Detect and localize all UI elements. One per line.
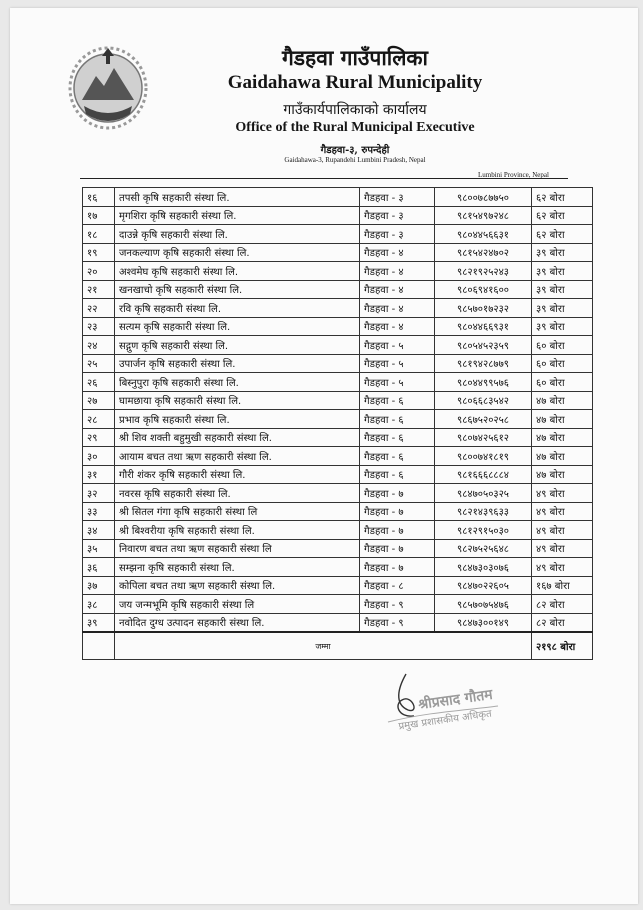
phone-cell: ९८४७०२२६०५ bbox=[435, 576, 532, 595]
ward-cell: गैडहवा - ३ bbox=[360, 206, 435, 225]
table-row bbox=[83, 299, 593, 318]
ward-cell: गैडहवा - ६ bbox=[360, 447, 435, 466]
table-row bbox=[83, 558, 593, 577]
name-cell: सत्यम कृषि सहकारी संस्था लि. bbox=[115, 317, 360, 336]
phone-cell: ९८०४४६६९३१ bbox=[435, 317, 532, 336]
table-row bbox=[83, 373, 593, 392]
name-cell: जनकल्याण कृषि सहकारी संस्था लि. bbox=[115, 243, 360, 262]
serial-cell: ३१ bbox=[83, 465, 115, 484]
name-cell: अश्वमेघ कृषि सहकारी संस्था लि. bbox=[115, 262, 360, 281]
header-divider bbox=[80, 178, 568, 179]
bags-cell: ४७ बोरा bbox=[532, 410, 593, 429]
phone-cell: ९८०४४५६६३१ bbox=[435, 225, 532, 244]
nepal-emblem-logo bbox=[64, 40, 152, 134]
bags-cell: ४७ बोरा bbox=[532, 428, 593, 447]
name-cell: नवोदित दुग्ध उत्पादन सहकारी संस्था लि. bbox=[115, 613, 360, 632]
bags-cell: ३९ बोरा bbox=[532, 262, 593, 281]
signatory-name: श्रीप्रसाद गौतम bbox=[417, 686, 494, 714]
province-label: Lumbini Province, Nepal bbox=[478, 171, 549, 179]
bags-cell: ४७ बोरा bbox=[532, 465, 593, 484]
bags-cell: ६० बोरा bbox=[532, 354, 593, 373]
ward-cell: गैडहवा - ८ bbox=[360, 576, 435, 595]
name-cell: सद्गुण कृषि सहकारी संस्था लि. bbox=[115, 336, 360, 355]
serial-cell: २२ bbox=[83, 299, 115, 318]
serial-cell: ३० bbox=[83, 447, 115, 466]
ward-cell: गैडहवा - ६ bbox=[360, 410, 435, 429]
name-cell: निवारण बचत तथा ऋण सहकारी संस्था लि bbox=[115, 539, 360, 558]
table-row bbox=[83, 595, 593, 614]
serial-cell: ३७ bbox=[83, 576, 115, 595]
serial-cell: १६ bbox=[83, 188, 115, 207]
phone-cell: ९८००७८७७५० bbox=[435, 188, 532, 207]
total-empty-cell bbox=[83, 632, 115, 660]
name-cell: श्री शिव शक्ती बहुमुखी सहकारी संस्था लि. bbox=[115, 428, 360, 447]
ward-cell: गैडहवा - ९ bbox=[360, 595, 435, 614]
ward-cell: गैडहवा - ७ bbox=[360, 539, 435, 558]
bags-cell: ३९ बोरा bbox=[532, 317, 593, 336]
name-cell: गौरी शंकर कृषि सहकारी संस्था लि. bbox=[115, 465, 360, 484]
bags-cell: ४९ बोरा bbox=[532, 539, 593, 558]
table-row bbox=[83, 280, 593, 299]
ward-cell: गैडहवा - ३ bbox=[360, 225, 435, 244]
phone-cell: ९८४७३०३०७६ bbox=[435, 558, 532, 577]
bags-cell: ८२ बोरा bbox=[532, 613, 593, 632]
ward-cell: गैडहवा - ७ bbox=[360, 558, 435, 577]
bags-cell: ६२ बोरा bbox=[532, 225, 593, 244]
serial-cell: २३ bbox=[83, 317, 115, 336]
table-row bbox=[83, 539, 593, 558]
serial-cell: ३५ bbox=[83, 539, 115, 558]
bags-cell: ४७ बोरा bbox=[532, 391, 593, 410]
phone-cell: ९८००७४१८१९ bbox=[435, 447, 532, 466]
phone-cell: ९८१९४२८७७९ bbox=[435, 354, 532, 373]
cooperative-table bbox=[82, 187, 593, 660]
bags-cell: ४७ बोरा bbox=[532, 447, 593, 466]
bags-cell: ६० बोरा bbox=[532, 336, 593, 355]
name-cell: कोपिला बचत तथा ऋण सहकारी संस्था लि. bbox=[115, 576, 360, 595]
office-name-nepali: गाउँकार्यपालिकाको कार्यालय bbox=[283, 102, 427, 118]
serial-cell: ३३ bbox=[83, 502, 115, 521]
name-cell: दाउन्ने कृषि सहकारी संस्था लि. bbox=[115, 225, 360, 244]
ward-cell: गैडहवा - ६ bbox=[360, 391, 435, 410]
phone-cell: ९८२१४३९६३३ bbox=[435, 502, 532, 521]
table-row bbox=[83, 613, 593, 632]
name-cell: खनखाचो कृषि सहकारी संस्था लि. bbox=[115, 280, 360, 299]
name-cell: सम्झना कृषि सहकारी संस्था लि. bbox=[115, 558, 360, 577]
table-row bbox=[83, 336, 593, 355]
table-row bbox=[83, 317, 593, 336]
ward-cell: गैडहवा - ७ bbox=[360, 521, 435, 540]
phone-cell: ९८०६९४१६०० bbox=[435, 280, 532, 299]
name-cell: घामछाया कृषि सहकारी संस्था लि. bbox=[115, 391, 360, 410]
table-row bbox=[83, 465, 593, 484]
serial-cell: ३८ bbox=[83, 595, 115, 614]
name-cell: आयाम बचत तथा ऋण सहकारी संस्था लि. bbox=[115, 447, 360, 466]
bags-cell: ४९ बोरा bbox=[532, 558, 593, 577]
ward-cell: गैडहवा - ५ bbox=[360, 373, 435, 392]
municipality-name-english: Gaidahawa Rural Municipality bbox=[227, 72, 483, 93]
table-row bbox=[83, 188, 593, 207]
name-cell: बिस्नुपुरा कृषि सहकारी संस्था लि. bbox=[115, 373, 360, 392]
name-cell: जय जन्मभूमि कृषि सहकारी संस्था लि bbox=[115, 595, 360, 614]
serial-cell: १७ bbox=[83, 206, 115, 225]
ward-cell: गैडहवा - ६ bbox=[360, 465, 435, 484]
table-row bbox=[83, 354, 593, 373]
bags-cell: ४९ बोरा bbox=[532, 502, 593, 521]
ward-cell: गैडहवा - ४ bbox=[360, 280, 435, 299]
name-cell: मृगशिरा कृषि सहकारी संस्था लि. bbox=[115, 206, 360, 225]
phone-cell: ९८२१९२५२४३ bbox=[435, 262, 532, 281]
serial-cell: २० bbox=[83, 262, 115, 281]
table-row bbox=[83, 521, 593, 540]
name-cell: प्रभाव कृषि सहकारी संस्था लि. bbox=[115, 410, 360, 429]
phone-cell: ९८०६६८३५४२ bbox=[435, 391, 532, 410]
name-cell: रवि कृषि सहकारी संस्था लि. bbox=[115, 299, 360, 318]
bags-cell: ३९ बोरा bbox=[532, 299, 593, 318]
phone-cell: ९८२७५२५६४८ bbox=[435, 539, 532, 558]
office-name-english: Office of the Rural Municipal Executive bbox=[235, 120, 475, 135]
name-cell: तपसी कृषि सहकारी संस्था लि. bbox=[115, 188, 360, 207]
serial-cell: ३४ bbox=[83, 521, 115, 540]
table-row bbox=[83, 243, 593, 262]
ward-cell: गैडहवा - ६ bbox=[360, 428, 435, 447]
name-cell: श्री बिश्वरीया कृषि सहकारी संस्था लि. bbox=[115, 521, 360, 540]
table-row bbox=[83, 428, 593, 447]
phone-cell: ९८६७५२०२५८ bbox=[435, 410, 532, 429]
table-row bbox=[83, 225, 593, 244]
total-label: जम्मा bbox=[115, 632, 532, 660]
address-nepali: गैडहवा-३, रुपन्देही bbox=[320, 145, 390, 156]
table-row bbox=[83, 502, 593, 521]
serial-cell: १९ bbox=[83, 243, 115, 262]
ward-cell: गैडहवा - ३ bbox=[360, 188, 435, 207]
table-row bbox=[83, 391, 593, 410]
phone-cell: ९८४७०५०३२५ bbox=[435, 484, 532, 503]
ward-cell: गैडहवा - ४ bbox=[360, 262, 435, 281]
ward-cell: गैडहवा - ४ bbox=[360, 317, 435, 336]
bags-cell: ६२ बोरा bbox=[532, 206, 593, 225]
bags-cell: ३९ बोरा bbox=[532, 280, 593, 299]
ward-cell: गैडहवा - ५ bbox=[360, 354, 435, 373]
table-row bbox=[83, 262, 593, 281]
table-row bbox=[83, 484, 593, 503]
serial-cell: २५ bbox=[83, 354, 115, 373]
serial-cell: २१ bbox=[83, 280, 115, 299]
address-english: Gaidahawa-3, Rupandehi Lumbini Pradesh, Nepal bbox=[284, 156, 426, 164]
phone-cell: ९८१२९१५०३० bbox=[435, 521, 532, 540]
bags-cell: ४९ बोरा bbox=[532, 484, 593, 503]
name-cell: उपार्जन कृषि सहकारी संस्था लि. bbox=[115, 354, 360, 373]
serial-cell: ३२ bbox=[83, 484, 115, 503]
bags-cell: ३९ बोरा bbox=[532, 243, 593, 262]
bags-cell: ८२ बोरा bbox=[532, 595, 593, 614]
serial-cell: २८ bbox=[83, 410, 115, 429]
table-row bbox=[83, 447, 593, 466]
bags-cell: ४९ बोरा bbox=[532, 521, 593, 540]
ward-cell: गैडहवा - ७ bbox=[360, 502, 435, 521]
ward-cell: गैडहवा - ५ bbox=[360, 336, 435, 355]
table-row bbox=[83, 410, 593, 429]
phone-cell: ९८५७०१७२३२ bbox=[435, 299, 532, 318]
bags-cell: ६० बोरा bbox=[532, 373, 593, 392]
ward-cell: गैडहवा - ९ bbox=[360, 613, 435, 632]
phone-cell: ९८१५४९७२४८ bbox=[435, 206, 532, 225]
table-row bbox=[83, 206, 593, 225]
ward-cell: गैडहवा - ४ bbox=[360, 299, 435, 318]
phone-cell: ९८१६६६८८८४ bbox=[435, 465, 532, 484]
name-cell: श्री सितल गंगा कृषि सहकारी संस्था लि bbox=[115, 502, 360, 521]
signatory-title: प्रमुख प्रशासकीय अधिकृत bbox=[397, 708, 493, 733]
phone-cell: ९८०७४२५६१२ bbox=[435, 428, 532, 447]
serial-cell: २९ bbox=[83, 428, 115, 447]
phone-cell: ९८०४४९९५७६ bbox=[435, 373, 532, 392]
serial-cell: ३६ bbox=[83, 558, 115, 577]
phone-cell: ९८४७३००१४९ bbox=[435, 613, 532, 632]
phone-cell: ९८५७०७५४७६ bbox=[435, 595, 532, 614]
total-value: २१९८ बोरा bbox=[532, 632, 593, 660]
bags-cell: १६७ बोरा bbox=[532, 576, 593, 595]
serial-cell: ३९ bbox=[83, 613, 115, 632]
municipality-name-nepali: गैडहवा गाउँपालिका bbox=[281, 45, 428, 70]
name-cell: नवरस कृषि सहकारी संस्था लि. bbox=[115, 484, 360, 503]
ward-cell: गैडहवा - ४ bbox=[360, 243, 435, 262]
phone-cell: ९८१५४२४७०२ bbox=[435, 243, 532, 262]
ward-cell: गैडहवा - ७ bbox=[360, 484, 435, 503]
bags-cell: ६२ बोरा bbox=[532, 188, 593, 207]
table-row bbox=[83, 576, 593, 595]
serial-cell: २४ bbox=[83, 336, 115, 355]
serial-cell: २७ bbox=[83, 391, 115, 410]
serial-cell: २६ bbox=[83, 373, 115, 392]
total-row bbox=[83, 632, 593, 660]
phone-cell: ९८०५४५२३५९ bbox=[435, 336, 532, 355]
serial-cell: १८ bbox=[83, 225, 115, 244]
